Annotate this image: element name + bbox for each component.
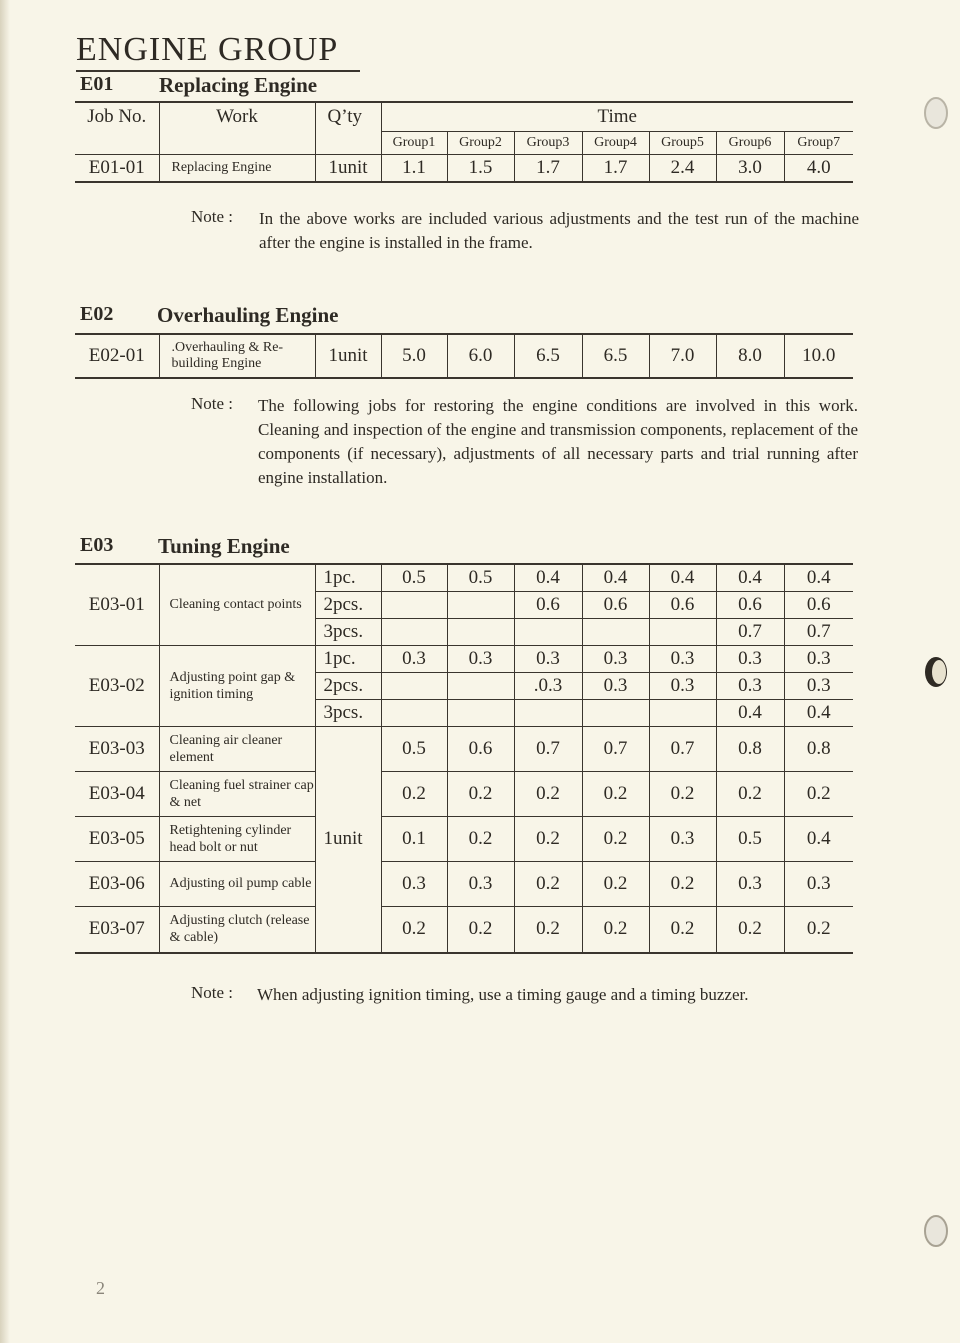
time-cell: 0.3 (716, 645, 784, 672)
time-cell: 0.4 (784, 564, 853, 591)
header-work: Work (159, 102, 315, 132)
time-cell: 0.4 (784, 699, 853, 726)
time-cell: 1.7 (514, 155, 582, 183)
time-cell: 0.2 (447, 906, 514, 953)
job-no: E03-04 (75, 771, 159, 816)
time-cell: 0.5 (381, 726, 447, 771)
header-group: Group1 (381, 132, 447, 155)
time-cell: 0.3 (784, 645, 853, 672)
time-cell: 0.4 (716, 564, 784, 591)
time-cell: 1.7 (582, 155, 649, 183)
time-cell (447, 591, 514, 618)
time-cell (649, 699, 716, 726)
time-cell: 0.7 (716, 618, 784, 645)
e03-title: Tuning Engine (158, 534, 290, 558)
time-cell: 0.2 (447, 771, 514, 816)
time-cell: 7.0 (649, 334, 716, 378)
time-cell: 0.3 (447, 645, 514, 672)
header-group: Group2 (447, 132, 514, 155)
job-no: E03-02 (75, 645, 159, 726)
e01-note-label: Note : (191, 207, 234, 226)
time-cell: 0.2 (381, 771, 447, 816)
job-no: E01-01 (88, 157, 145, 178)
time-cell: 6.5 (514, 334, 582, 378)
time-cell: 6.5 (582, 334, 649, 378)
time-cell: 0.8 (716, 726, 784, 771)
time-cell (514, 618, 582, 645)
binder-hole-icon (920, 95, 950, 131)
time-cell: 0.4 (784, 816, 853, 861)
e02-title: Overhauling Engine (157, 303, 339, 327)
job-no: E03-05 (75, 816, 159, 861)
e03-table (75, 563, 853, 954)
time-cell: 0.7 (649, 726, 716, 771)
time-cell: 0.3 (784, 672, 853, 699)
time-cell: .0.3 (514, 672, 582, 699)
page-number: 2 (96, 1278, 105, 1298)
time-cell: 0.2 (784, 771, 853, 816)
time-cell: 0.2 (381, 906, 447, 953)
time-cell: 0.3 (582, 645, 649, 672)
time-cell: 0.3 (381, 861, 447, 906)
time-cell: 1.1 (381, 155, 447, 183)
e02-code: E02 (80, 303, 114, 325)
table-row (75, 564, 853, 591)
time-cell: 0.3 (716, 861, 784, 906)
time-cell: 0.2 (447, 816, 514, 861)
time-cell (381, 672, 447, 699)
time-cell: 3.0 (716, 155, 784, 183)
e01-code: E01 (80, 73, 114, 95)
time-cell: 0.2 (649, 771, 716, 816)
header-job-no: Job No. (87, 106, 147, 128)
job-no: E03-07 (75, 906, 159, 953)
time-cell: 0.4 (716, 699, 784, 726)
time-cell: 0.2 (784, 906, 853, 953)
work: Adjusting clutch (release & cable) (159, 906, 315, 953)
qty: 3pcs. (315, 699, 381, 726)
table-row (75, 645, 853, 672)
time-cell: 2.4 (649, 155, 716, 183)
time-cell: 6.0 (447, 334, 514, 378)
table-row (75, 861, 853, 906)
time-cell (447, 618, 514, 645)
time-cell: 0.3 (649, 672, 716, 699)
time-cell: 0.3 (649, 816, 716, 861)
time-cell: 8.0 (716, 334, 784, 378)
qty: 2pcs. (315, 591, 381, 618)
qty: 1unit (315, 334, 381, 378)
time-cell: 0.2 (716, 906, 784, 953)
work: Replacing Engine (159, 155, 315, 183)
e01-table (75, 101, 853, 183)
time-cell: 10.0 (784, 334, 853, 378)
table-row (75, 334, 853, 378)
header-qty: Q’ty (315, 102, 381, 132)
time-cell (381, 618, 447, 645)
header-group: Group5 (649, 132, 716, 155)
time-cell: 0.4 (514, 564, 582, 591)
time-cell: 0.7 (784, 618, 853, 645)
time-cell: 0.8 (784, 726, 853, 771)
table-row (75, 906, 853, 953)
time-cell: 0.2 (514, 906, 582, 953)
time-cell: 4.0 (784, 155, 853, 183)
table-row (75, 816, 853, 861)
time-cell: 0.6 (447, 726, 514, 771)
work: Retightening cylinder head bolt or nut (159, 816, 315, 861)
time-cell: 0.2 (514, 816, 582, 861)
time-cell: 0.6 (649, 591, 716, 618)
e01-title: Replacing Engine (159, 73, 318, 97)
time-cell (649, 618, 716, 645)
header-group: Group4 (582, 132, 649, 155)
time-cell: 0.5 (716, 816, 784, 861)
time-cell: 5.0 (381, 334, 447, 378)
e03-note-label: Note : (191, 983, 234, 1002)
time-cell: 0.7 (514, 726, 582, 771)
time-cell: 0.6 (784, 591, 853, 618)
time-cell: 0.6 (716, 591, 784, 618)
time-cell: 0.2 (649, 906, 716, 953)
binder-hole-icon (920, 654, 950, 690)
qty: 2pcs. (315, 672, 381, 699)
qty: 3pcs. (315, 618, 381, 645)
job-no: E03-01 (88, 593, 145, 615)
e03-code: E03 (80, 534, 114, 556)
time-cell: 0.2 (514, 771, 582, 816)
work: Cleaning contact points (159, 564, 315, 645)
job-no: E02-01 (88, 345, 145, 366)
time-cell: 0.2 (716, 771, 784, 816)
qty: 1pc. (315, 645, 381, 672)
time-cell (514, 699, 582, 726)
time-cell: 0.5 (447, 564, 514, 591)
time-cell: 0.3 (716, 672, 784, 699)
time-cell: 0.1 (381, 816, 447, 861)
time-cell (582, 618, 649, 645)
time-cell: 0.4 (649, 564, 716, 591)
header-time: Time (381, 102, 853, 132)
time-cell: 0.3 (447, 861, 514, 906)
table-row (75, 771, 853, 816)
time-cell: 0.3 (649, 645, 716, 672)
e02-note: The following jobs for restoring the engine conditions are involved in this work. Cleaning and inspection of the engine and transmission components, replacement of the components (if necessary), adjustments of all necessary parts and trial running after engine installation. (258, 396, 858, 487)
time-cell: 0.3 (784, 861, 853, 906)
time-cell: 0.4 (582, 564, 649, 591)
page-edge-shadow (0, 0, 10, 1343)
header-group: Group6 (716, 132, 784, 155)
binder-hole-icon (920, 1213, 950, 1249)
work: .Overhauling & Re-building Engine (159, 334, 315, 378)
time-cell: 0.2 (582, 861, 649, 906)
header-group: Group3 (514, 132, 582, 155)
time-cell: 0.6 (514, 591, 582, 618)
time-cell: 0.5 (381, 564, 447, 591)
time-cell: 0.3 (582, 672, 649, 699)
time-cell: 0.2 (649, 861, 716, 906)
time-cell: 0.7 (582, 726, 649, 771)
time-cell: 0.2 (582, 816, 649, 861)
job-no: E03-06 (75, 861, 159, 906)
time-cell (447, 699, 514, 726)
e01-note: In the above works are included various adjustments and the test run of the machine after the engine is installed in the frame. (259, 209, 859, 252)
time-cell (582, 699, 649, 726)
qty: 1pc. (315, 564, 381, 591)
qty: 1unit (315, 155, 381, 183)
time-cell: 0.3 (514, 645, 582, 672)
header-group: Group7 (784, 132, 853, 155)
time-cell (381, 591, 447, 618)
time-cell: 0.2 (582, 906, 649, 953)
time-cell: 1.5 (447, 155, 514, 183)
table-row (75, 155, 853, 183)
e02-table (75, 333, 853, 379)
e02-note-label: Note : (191, 394, 234, 413)
time-cell: 0.3 (381, 645, 447, 672)
table-row (75, 726, 853, 771)
time-cell: 0.2 (514, 861, 582, 906)
time-cell (447, 672, 514, 699)
time-cell (381, 699, 447, 726)
time-cell: 0.6 (582, 591, 649, 618)
work: Cleaning air cleaner element (159, 726, 315, 771)
time-cell: 0.2 (582, 771, 649, 816)
page-title: ENGINE GROUP (76, 30, 360, 72)
work: Cleaning fuel strainer cap & net (159, 771, 315, 816)
qty: 1unit (315, 726, 381, 953)
e03-note: When adjusting ignition timing, use a timing gauge and a timing buzzer. (257, 985, 749, 1004)
work: Adjusting point gap & ignition timing (159, 645, 315, 726)
work: Adjusting oil pump cable (159, 861, 315, 906)
job-no: E03-03 (75, 726, 159, 771)
